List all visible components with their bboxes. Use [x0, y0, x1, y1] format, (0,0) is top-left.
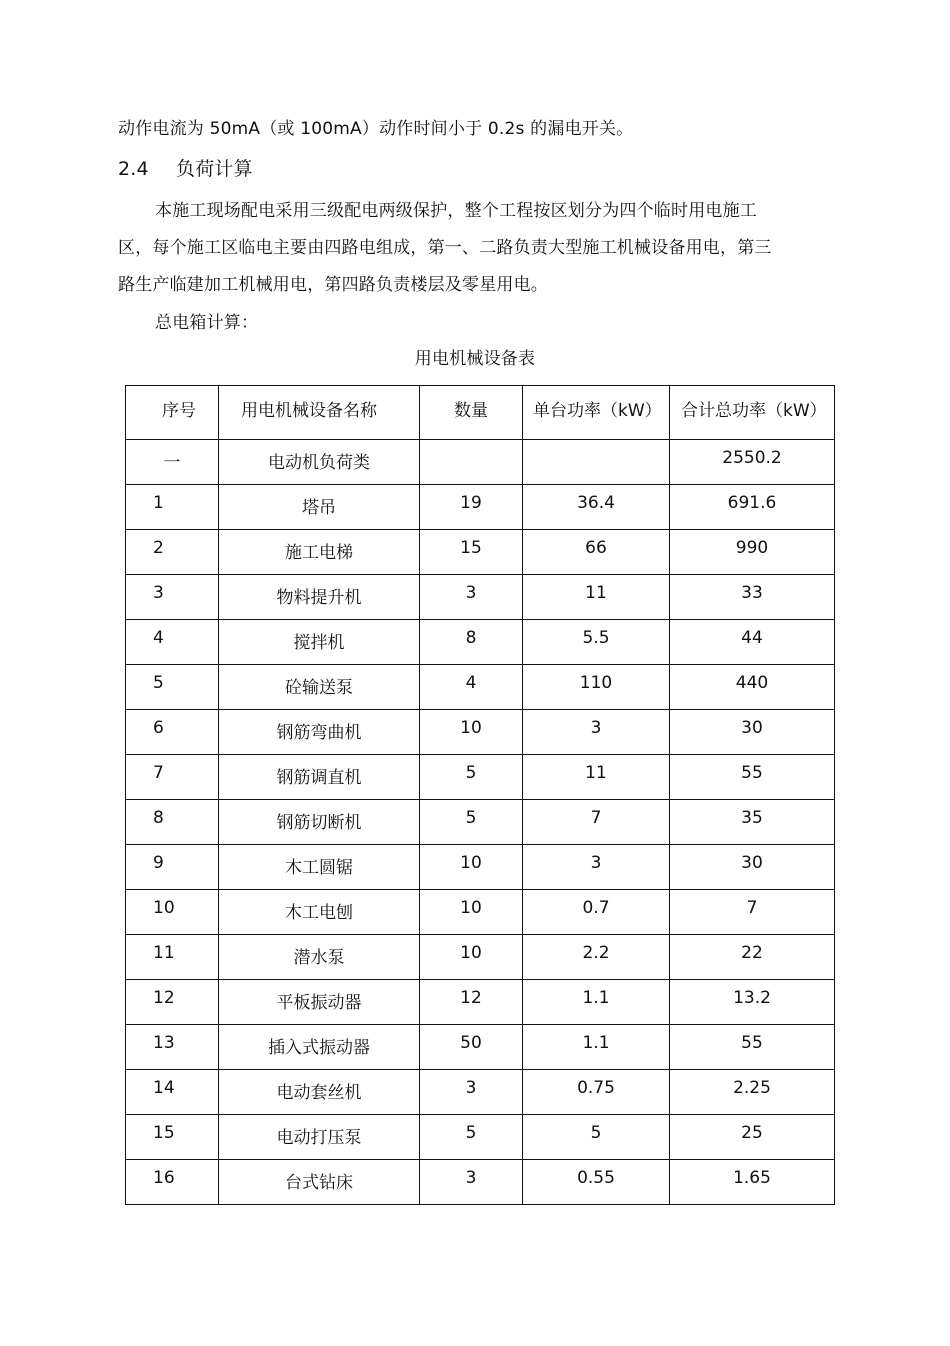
cell-qty: 15	[420, 530, 523, 575]
table-row	[126, 485, 835, 530]
cell-qty	[420, 440, 523, 485]
cell-seq: 一	[126, 440, 219, 485]
cell-qty: 3	[420, 575, 523, 620]
cell-qty: 10	[420, 845, 523, 890]
cell-name: 电动机负荷类	[219, 440, 420, 485]
table-row	[126, 1070, 835, 1115]
table-row	[126, 755, 835, 800]
cell-total-power: 13.2	[670, 980, 835, 1025]
header-qty: 数量	[420, 386, 523, 440]
table-row	[126, 1115, 835, 1160]
table-row	[126, 890, 835, 935]
paragraph-line-3: 路生产临建加工机械用电，第四路负责楼层及零星用电。	[118, 275, 548, 295]
cell-unit-power: 5.5	[523, 620, 670, 665]
section-title: 负荷计算	[176, 158, 253, 180]
table-row	[126, 575, 835, 620]
cell-name: 插入式振动器	[219, 1025, 420, 1070]
cell-qty: 3	[420, 1160, 523, 1205]
cell-total-power: 25	[670, 1115, 835, 1160]
cell-total-power: 30	[670, 845, 835, 890]
cell-seq: 2	[126, 530, 219, 575]
cell-name: 施工电梯	[219, 530, 420, 575]
header-seq: 序号	[126, 386, 219, 440]
cell-name: 钢筋弯曲机	[219, 710, 420, 755]
cell-seq: 3	[126, 575, 219, 620]
cell-qty: 3	[420, 1070, 523, 1115]
cell-seq: 9	[126, 845, 219, 890]
cell-qty: 19	[420, 485, 523, 530]
cell-name: 砼输送泵	[219, 665, 420, 710]
cell-unit-power: 36.4	[523, 485, 670, 530]
cell-seq: 15	[126, 1115, 219, 1160]
cell-qty: 50	[420, 1025, 523, 1070]
cell-unit-power: 3	[523, 845, 670, 890]
cell-qty: 5	[420, 800, 523, 845]
header-name: 用电机械设备名称	[219, 386, 420, 440]
cell-unit-power	[523, 440, 670, 485]
table-row	[126, 845, 835, 890]
cell-seq: 8	[126, 800, 219, 845]
cell-qty: 4	[420, 665, 523, 710]
cell-unit-power: 1.1	[523, 1025, 670, 1070]
cell-qty: 10	[420, 710, 523, 755]
cell-seq: 13	[126, 1025, 219, 1070]
cell-name: 搅拌机	[219, 620, 420, 665]
table-row	[126, 980, 835, 1025]
table-row	[126, 935, 835, 980]
cell-total-power: 33	[670, 575, 835, 620]
cell-seq: 4	[126, 620, 219, 665]
equipment-table	[125, 385, 835, 1205]
table-row	[126, 530, 835, 575]
cell-unit-power: 0.55	[523, 1160, 670, 1205]
table-row	[126, 1025, 835, 1070]
cell-unit-power: 5	[523, 1115, 670, 1160]
section-heading	[118, 158, 253, 180]
header-unit-power: 单台功率（kW）	[523, 386, 670, 440]
header-total-power: 合计总功率（kW）	[670, 386, 835, 440]
cell-qty: 5	[420, 1115, 523, 1160]
cell-qty: 10	[420, 935, 523, 980]
cell-name: 潜水泵	[219, 935, 420, 980]
cell-name: 物料提升机	[219, 575, 420, 620]
table-header-row	[126, 386, 835, 440]
cell-name: 平板振动器	[219, 980, 420, 1025]
table-row	[126, 710, 835, 755]
cell-total-power: 2.25	[670, 1070, 835, 1115]
cell-name: 电动套丝机	[219, 1070, 420, 1115]
table-row	[126, 800, 835, 845]
cell-seq: 14	[126, 1070, 219, 1115]
cell-total-power: 440	[670, 665, 835, 710]
cell-seq: 12	[126, 980, 219, 1025]
subheading: 总电箱计算：	[155, 313, 259, 333]
cell-seq: 16	[126, 1160, 219, 1205]
cell-total-power: 30	[670, 710, 835, 755]
cell-unit-power: 1.1	[523, 980, 670, 1025]
cell-qty: 12	[420, 980, 523, 1025]
cell-total-power: 55	[670, 1025, 835, 1070]
cell-name: 木工圆锯	[219, 845, 420, 890]
cell-name: 台式钻床	[219, 1160, 420, 1205]
cell-unit-power: 2.2	[523, 935, 670, 980]
cell-qty: 5	[420, 755, 523, 800]
cell-name: 钢筋切断机	[219, 800, 420, 845]
cell-unit-power: 0.7	[523, 890, 670, 935]
paragraph-line-2: 区，每个施工区临电主要由四路电组成，第一、二路负责大型施工机械设备用电，第三	[118, 238, 772, 258]
cell-total-power: 990	[670, 530, 835, 575]
cell-total-power: 55	[670, 755, 835, 800]
cell-qty: 10	[420, 890, 523, 935]
cell-seq: 1	[126, 485, 219, 530]
paragraph-continuation: 动作电流为 50mA（或 100mA）动作时间小于 0.2s 的漏电开关。	[118, 119, 634, 139]
cell-unit-power: 66	[523, 530, 670, 575]
cell-seq: 7	[126, 755, 219, 800]
table-caption: 用电机械设备表	[414, 349, 536, 369]
cell-total-power: 1.65	[670, 1160, 835, 1205]
cell-unit-power: 110	[523, 665, 670, 710]
cell-total-power: 691.6	[670, 485, 835, 530]
cell-total-power: 44	[670, 620, 835, 665]
cell-seq: 11	[126, 935, 219, 980]
cell-name: 塔吊	[219, 485, 420, 530]
cell-unit-power: 11	[523, 575, 670, 620]
section-number: 2.4	[118, 158, 149, 180]
cell-total-power: 2550.2	[670, 440, 835, 485]
cell-seq: 6	[126, 710, 219, 755]
table-row	[126, 1160, 835, 1205]
cell-unit-power: 11	[523, 755, 670, 800]
cell-qty: 8	[420, 620, 523, 665]
paragraph-line-1: 本施工现场配电采用三级配电两级保护，整个工程按区划分为四个临时用电施工	[155, 201, 757, 221]
table-row	[126, 620, 835, 665]
cell-total-power: 7	[670, 890, 835, 935]
cell-seq: 10	[126, 890, 219, 935]
cell-total-power: 35	[670, 800, 835, 845]
table-row	[126, 665, 835, 710]
cell-seq: 5	[126, 665, 219, 710]
cell-name: 电动打压泵	[219, 1115, 420, 1160]
cell-unit-power: 0.75	[523, 1070, 670, 1115]
cell-total-power: 22	[670, 935, 835, 980]
cell-name: 木工电刨	[219, 890, 420, 935]
cell-unit-power: 3	[523, 710, 670, 755]
cell-name: 钢筋调直机	[219, 755, 420, 800]
table-row	[126, 440, 835, 485]
cell-unit-power: 7	[523, 800, 670, 845]
